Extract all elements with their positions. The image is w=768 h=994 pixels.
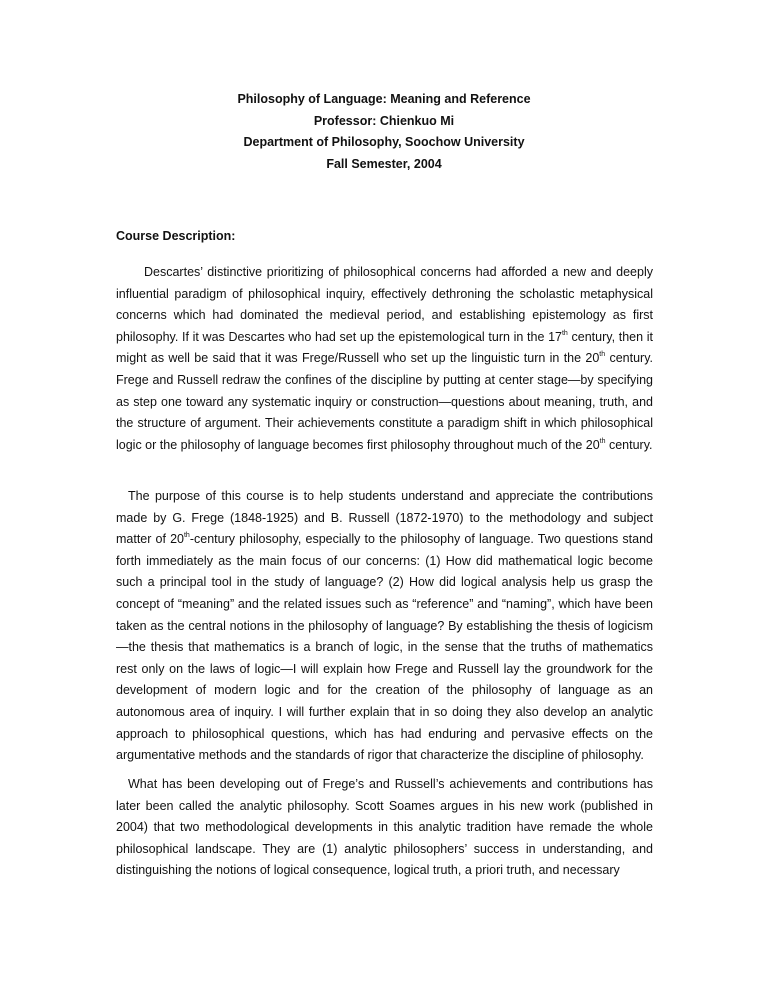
superscript: th bbox=[183, 532, 190, 540]
title-block bbox=[0, 89, 768, 175]
paragraph-1-text-b: century, then it might as well be said that it was Frege/Russell who set up the linguistic turn in the 20 bbox=[116, 329, 653, 366]
professor-line: Professor: Chienkuo Mi bbox=[313, 113, 455, 128]
superscript: th bbox=[599, 437, 606, 445]
paragraph-3 bbox=[116, 774, 653, 882]
paragraph-2 bbox=[116, 486, 653, 767]
semester-line: Fall Semester, 2004 bbox=[326, 156, 442, 171]
paragraph-1-text-c: century. Frege and Russell redraw the confines of the discipline by putting at center stage—by specifying as step one toward any systematic inquiry or construction—questions about meaning, truth, and the structure of argument. Their achievements constitute a paradigm shift in which philosophical logic or the philosophy of language becomes first philosophy throughout much of the 20 bbox=[116, 351, 653, 452]
paragraph-2-text-a: The purpose of this course is to help students understand and appreciate the contributions made by G. Frege (1848-1925) and B. Russell (1872-1970) to the methodology and subject matter of 20 bbox=[116, 489, 653, 547]
section-heading: Course Description: bbox=[116, 229, 236, 243]
department-line: Department of Philosophy, Soochow University bbox=[243, 135, 525, 149]
paragraph-3-text: What has been developing out of Frege’s and Russell’s achievements and contributions has later been called the analytic philosophy. Scott Soames argues in his new work (published in 2004) that two methodological developments in this analytic tradition have remade the whole philosophical landscape. They are (1) analytic philosophers’ success in understanding, and distinguishing the notions of logical consequence, logical truth, a priori truth, and necessary bbox=[116, 777, 653, 878]
course-title: Philosophy of Language: Meaning and Reference bbox=[237, 92, 531, 106]
superscript: th bbox=[561, 329, 568, 337]
paragraph-1 bbox=[116, 262, 653, 456]
superscript: th bbox=[599, 351, 606, 359]
paragraph-1-text-d: century. bbox=[605, 437, 653, 452]
paragraph-2-text-b: -century philosophy, especially to the philosophy of language. Two questions stand forth immediately as the main focus of our concerns: (1) How did mathematical logic become such a principal tool in the study of language? (2) How did logical analysis help us grasp the concept of “meaning” and the related issues such as “reference” and “naming”, which have been taken as the central notions in the philosophy of language? By establishing the thesis of logicism—the thesis that mathematics is a branch of logic, in the sense that the truths of mathematics rest only on the laws of logic—I will explain how Frege and Russell lay the groundwork for the development of modern logic and for the creation of the philosophy of language as an autonomous area of inquiry. I will further explain that in so doing they also develop an analytic approach to philosophical questions, which has had enduring and pervasive effects on the argumentative methods and the standards of rigor that characterize the discipline of philosophy. bbox=[116, 532, 653, 763]
paragraph-1-text-a: Descartes’ distinctive prioritizing of philosophical concerns had afforded a new and deeply influential paradigm of philosophical inquiry, effectively dethroning the scholastic metaphysical concerns which had dominated the medieval period, and establishing epistemology as first philosophy. If it was Descartes who had set up the epistemological turn in the 17 bbox=[116, 265, 653, 344]
